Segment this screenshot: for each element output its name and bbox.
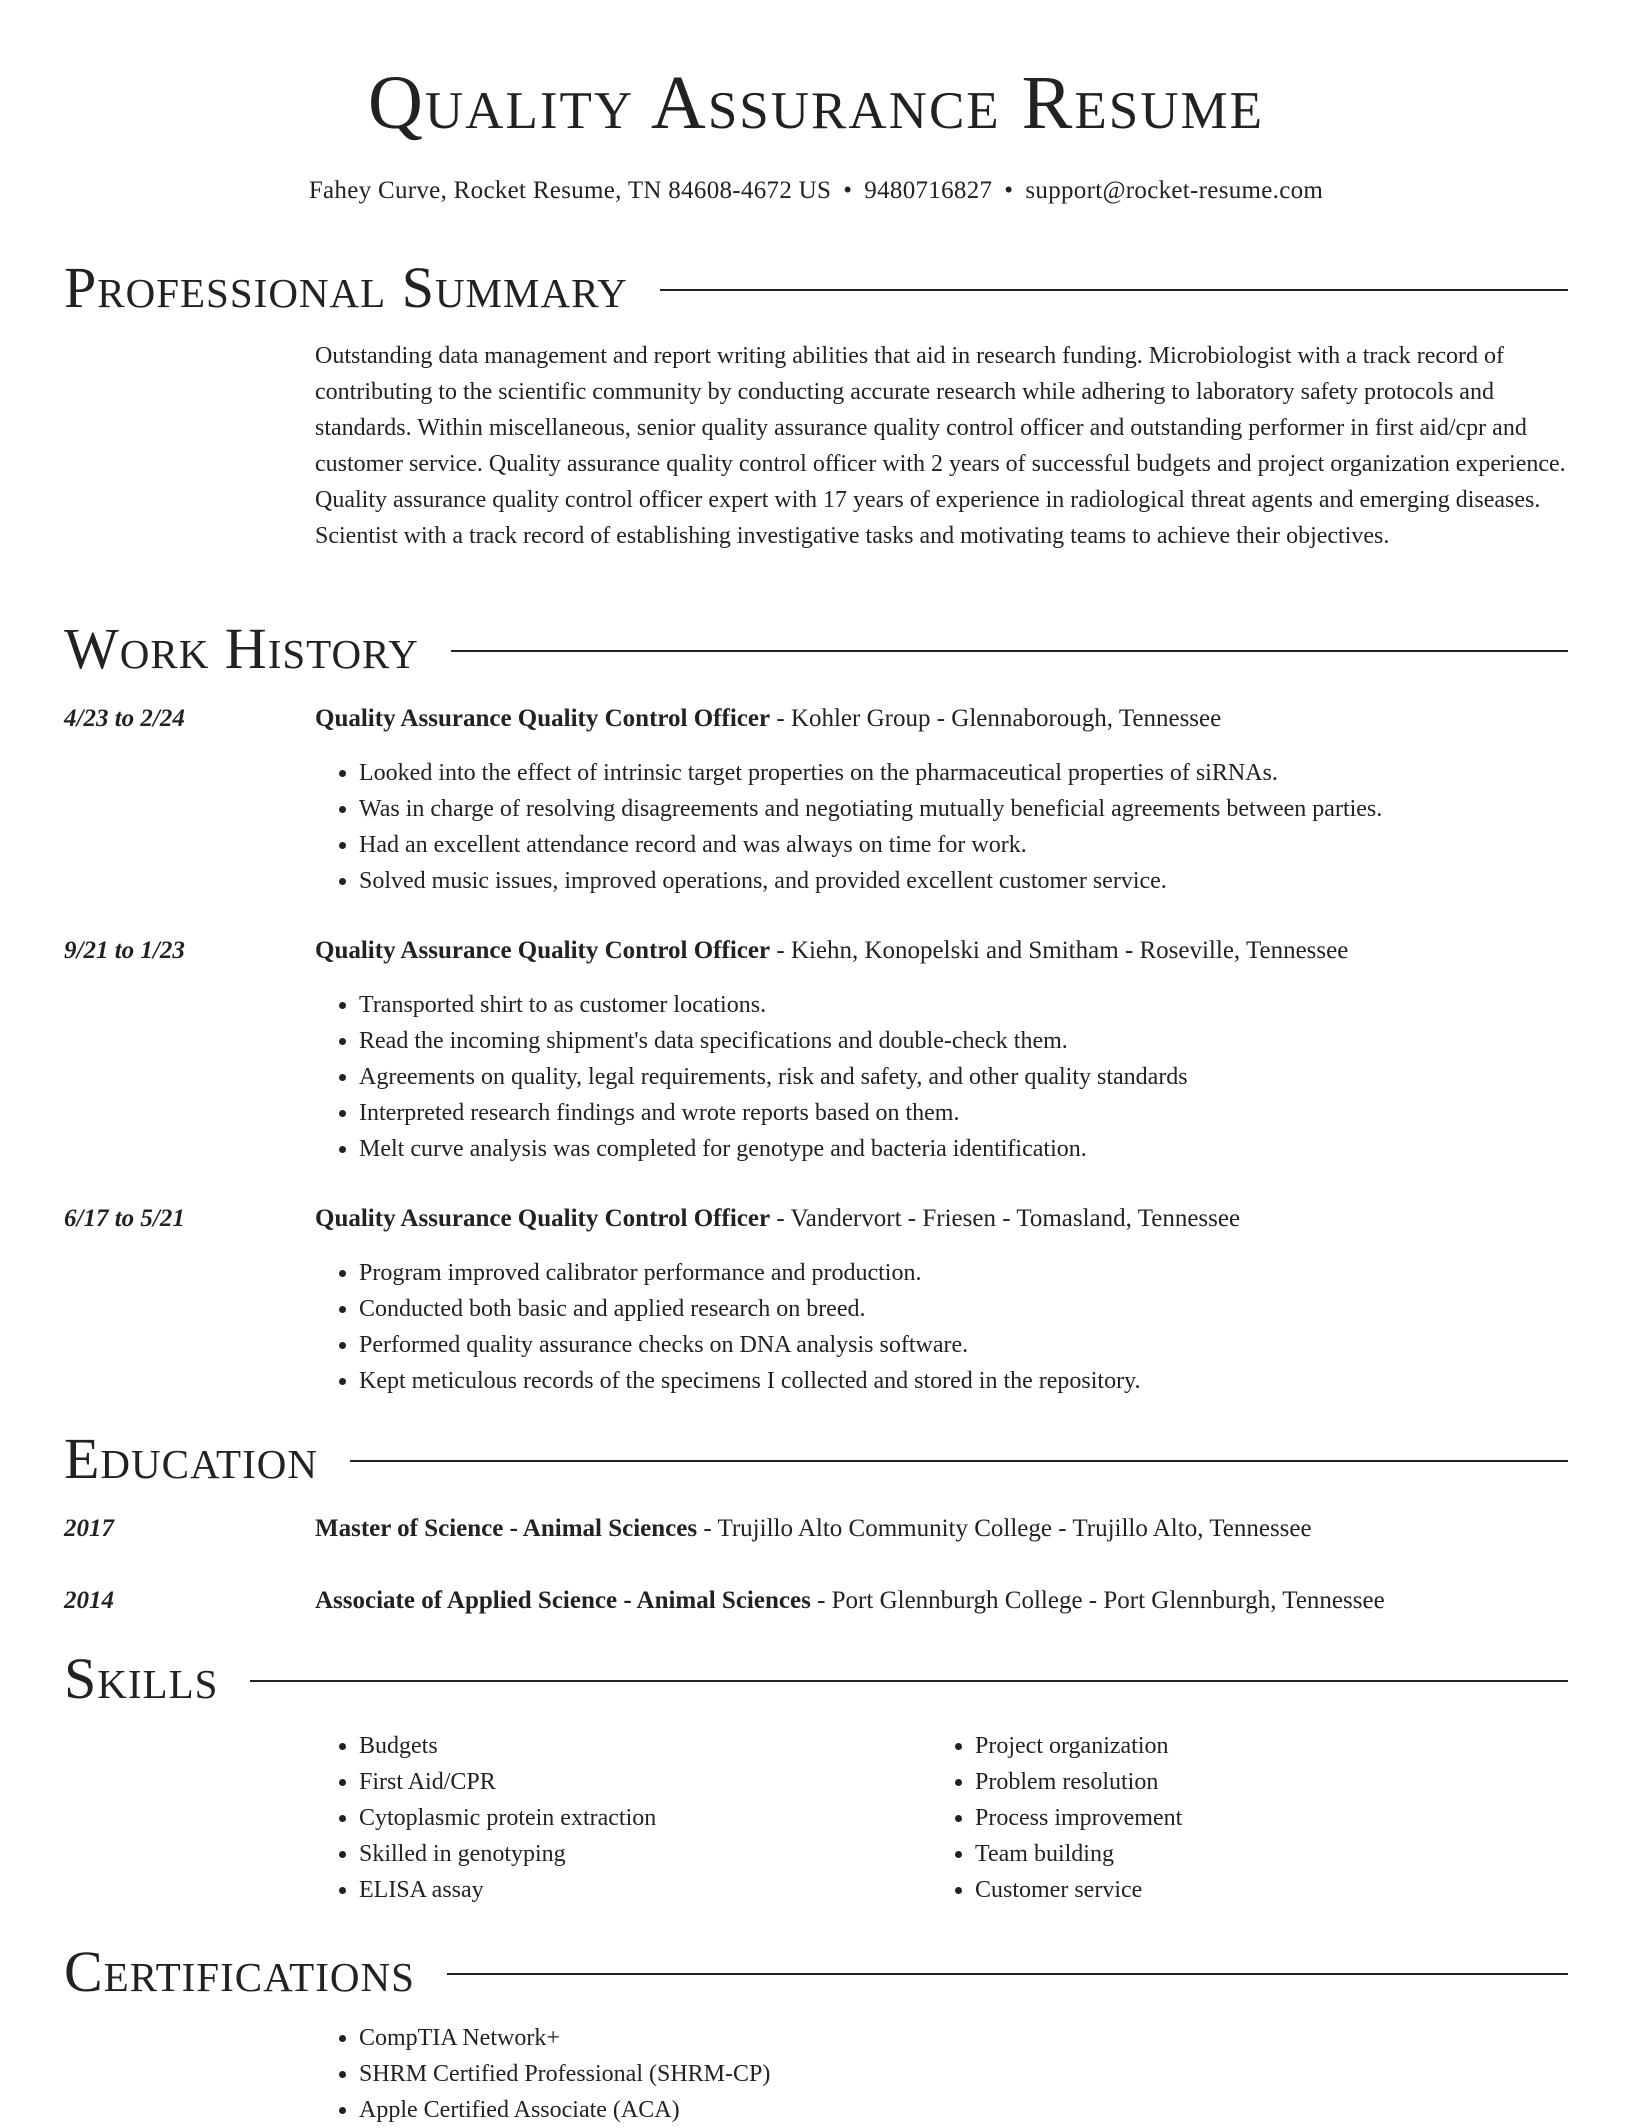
job-title: Quality Assurance Quality Control Officer	[315, 705, 771, 732]
job-details: - Kohler Group - Glennaborough, Tennessee	[770, 705, 1222, 732]
skill-item: • Skilled in genotyping	[359, 1836, 1619, 1872]
contact-address: Fahey Curve, Rocket Resume, TN 84608-4672 US	[308, 177, 832, 204]
section-title: Professional Summary	[64, 255, 628, 320]
job-title: Quality Assurance Quality Control Officer	[315, 937, 771, 964]
job-bullets	[315, 987, 1619, 1167]
job-bullets	[315, 1255, 1619, 1399]
contact-separator: •	[1004, 177, 1014, 204]
job-heading	[315, 1202, 1575, 1236]
certification-item: • CompTIA Network+	[359, 2020, 1619, 2056]
education-heading	[315, 1512, 1575, 1546]
job-heading	[315, 934, 1575, 968]
job-bullets	[315, 755, 1619, 899]
contact-line	[0, 174, 1632, 208]
list-item: • Agreements on quality, legal requirements, risk and safety, and other quality standards	[359, 1059, 1619, 1095]
resume-title: Quality Assurance Resume	[368, 61, 1264, 145]
education-year: 2014	[64, 1587, 114, 1614]
education-details: - Trujillo Alto Community College - Trujillo Alto, Tennessee	[697, 1515, 1312, 1542]
skill-item: • ELISA assay	[359, 1872, 1619, 1908]
list-item: • Transported shirt to as customer locations.	[359, 987, 1619, 1023]
certification-item: • Apple Certified Associate (ACA)	[359, 2092, 1619, 2128]
summary-text: Outstanding data management and report writing abilities that aid in research funding. Microbiologist with a track record of contributing to the scientific community by conducting accurate research while adhering to laboratory safety protocols and standards. Within miscellaneous, senior quality assurance quality control officer and outstanding performer in first aid/cpr and customer service. Quality assurance quality control officer with 2 years of successful budgets and project organization experience. Quality assurance quality control officer expert with 17 years of experience in radiological threat agents and emerging diseases. Scientist with a track record of establishing investigative tasks and motivating teams to achieve their objectives.	[315, 343, 1566, 549]
skill-item: • First Aid/CPR	[359, 1764, 1619, 1800]
section-header-work-history	[64, 617, 1568, 681]
skill-item: • Budgets	[359, 1728, 1619, 1764]
section-divider	[660, 289, 1568, 291]
contact-phone: 9480716827	[864, 177, 993, 204]
education-degree: Associate of Applied Science - Animal Sciences	[315, 1587, 811, 1614]
job-title: Quality Assurance Quality Control Officer	[315, 1205, 771, 1232]
job-dates: 9/21 to 1/23	[64, 937, 185, 964]
list-item: • Program improved calibrator performance and production.	[359, 1255, 1619, 1291]
job-dates: 6/17 to 5/21	[64, 1205, 185, 1232]
list-item: • Solved music issues, improved operations, and provided excellent customer service.	[359, 863, 1619, 899]
list-item: • Conducted both basic and applied research on breed.	[359, 1291, 1619, 1327]
list-item: • Kept meticulous records of the specimens I collected and stored in the repository.	[359, 1363, 1619, 1399]
section-divider	[447, 1973, 1568, 1975]
education-heading	[315, 1584, 1575, 1618]
section-header-education	[64, 1427, 1568, 1491]
skill-item: • Process improvement	[975, 1800, 1632, 1836]
section-divider	[250, 1680, 1568, 1682]
education-year: 2017	[64, 1515, 114, 1542]
section-divider	[350, 1460, 1568, 1462]
section-title: Work History	[64, 616, 419, 681]
list-item: • Looked into the effect of intrinsic target properties on the pharmaceutical properties of siRNAs.	[359, 755, 1619, 791]
list-item: • Read the incoming shipment's data specifications and double-check them.	[359, 1023, 1619, 1059]
contact-separator: •	[843, 177, 853, 204]
section-title: Education	[64, 1426, 318, 1491]
skill-item: • Cytoplasmic protein extraction	[359, 1800, 1619, 1836]
section-header-summary	[64, 256, 1568, 320]
section-header-skills	[64, 1647, 1568, 1711]
education-degree: Master of Science - Animal Sciences	[315, 1515, 698, 1542]
job-dates: 4/23 to 2/24	[64, 705, 185, 732]
skills-list-right	[931, 1728, 1632, 1908]
section-divider	[451, 650, 1568, 652]
job-details: - Vandervort - Friesen - Tomasland, Tennessee	[770, 1205, 1241, 1232]
skill-item: • Problem resolution	[975, 1764, 1632, 1800]
list-item: • Performed quality assurance checks on DNA analysis software.	[359, 1327, 1619, 1363]
skill-item: • Project organization	[975, 1728, 1632, 1764]
list-item: • Melt curve analysis was completed for genotype and bacteria identification.	[359, 1131, 1619, 1167]
certification-item: • SHRM Certified Professional (SHRM-CP)	[359, 2056, 1619, 2092]
list-item: • Was in charge of resolving disagreements and negotiating mutually beneficial agreements between parties.	[359, 791, 1619, 827]
section-header-certifications	[64, 1940, 1568, 2004]
skill-item: • Customer service	[975, 1872, 1632, 1908]
list-item: • Had an excellent attendance record and was always on time for work.	[359, 827, 1619, 863]
job-details: - Kiehn, Konopelski and Smitham - Roseville, Tennessee	[770, 937, 1349, 964]
section-title: Skills	[64, 1646, 219, 1711]
skill-item: • Team building	[975, 1836, 1632, 1872]
job-heading	[315, 702, 1575, 736]
contact-email[interactable]: support@rocket-resume.com	[1025, 177, 1324, 204]
education-details: - Port Glennburgh College - Port Glennburgh, Tennessee	[810, 1587, 1385, 1614]
section-title: Certifications	[64, 1939, 415, 2004]
list-item: • Interpreted research findings and wrote reports based on them.	[359, 1095, 1619, 1131]
